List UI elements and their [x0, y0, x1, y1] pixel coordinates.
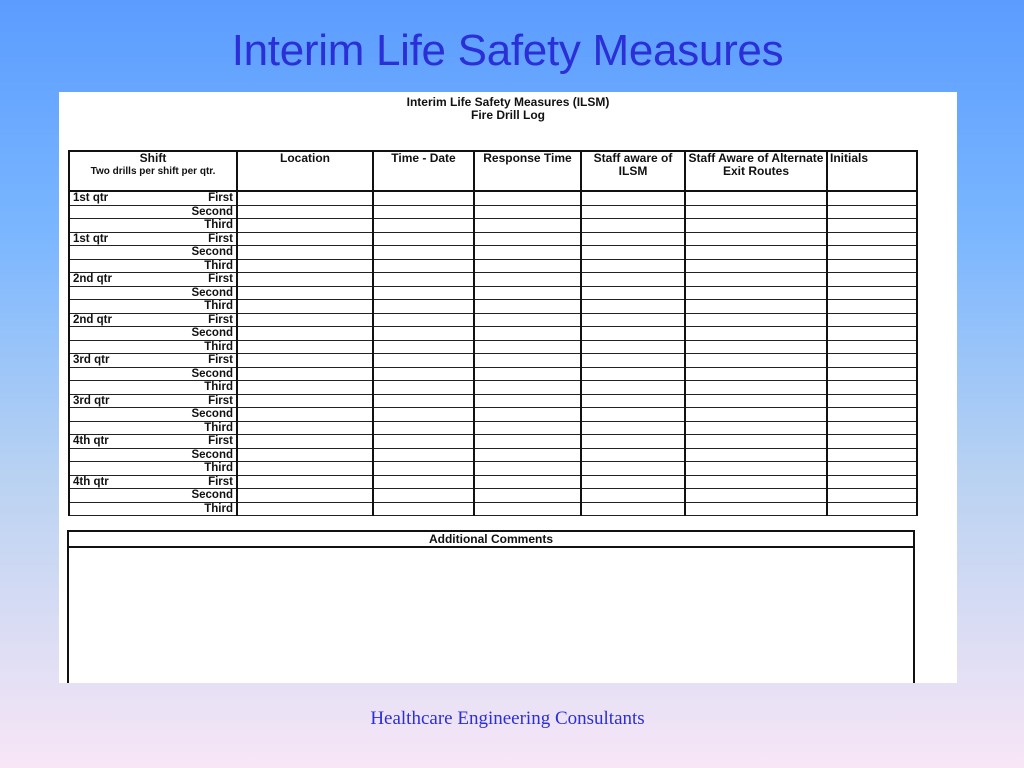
blank-cell [685, 246, 827, 260]
form-title-line2: Fire Drill Log [470, 108, 545, 122]
blank-cell [474, 313, 581, 327]
blank-cell [827, 300, 917, 314]
quarter-label: 2nd qtr [73, 273, 112, 285]
blank-cell [373, 367, 474, 381]
blank-cell [474, 354, 581, 368]
quarter-label: 1st qtr [73, 192, 109, 204]
blank-cell [827, 408, 917, 422]
blank-cell [581, 408, 685, 422]
shift-label: Second [191, 489, 233, 502]
shift-label: Third [204, 340, 233, 353]
blank-cell [373, 394, 474, 408]
shift-label: First [208, 273, 233, 286]
additional-comments-box [67, 530, 915, 683]
blank-cell [237, 381, 373, 395]
blank-cell [581, 232, 685, 246]
header-initials: Initials [827, 151, 917, 191]
blank-cell [237, 205, 373, 219]
scanned-form [59, 92, 957, 683]
blank-cell [685, 273, 827, 287]
shift-cell [69, 340, 237, 354]
blank-cell [581, 394, 685, 408]
blank-cell [581, 435, 685, 449]
quarter-label: 4th qtr [73, 475, 109, 488]
blank-cell [373, 340, 474, 354]
blank-cell [685, 367, 827, 381]
blank-cell [685, 259, 827, 273]
blank-cell [373, 286, 474, 300]
table-row [69, 232, 917, 246]
blank-cell [373, 462, 474, 476]
blank-cell [581, 286, 685, 300]
blank-cell [685, 462, 827, 476]
blank-cell [827, 502, 917, 516]
table-row [69, 246, 917, 260]
blank-cell [474, 462, 581, 476]
shift-cell [69, 313, 237, 327]
shift-cell [69, 191, 237, 205]
blank-cell [373, 273, 474, 287]
blank-cell [581, 354, 685, 368]
header-time-date: Time - Date [373, 151, 474, 191]
blank-cell [581, 273, 685, 287]
shift-label: Third [204, 381, 233, 394]
blank-cell [827, 313, 917, 327]
shift-label: Second [191, 408, 233, 421]
blank-cell [474, 340, 581, 354]
blank-cell [827, 462, 917, 476]
blank-cell [827, 286, 917, 300]
table-row [69, 191, 917, 205]
blank-cell [581, 448, 685, 462]
blank-cell [373, 475, 474, 489]
blank-cell [827, 191, 917, 205]
blank-cell [581, 300, 685, 314]
blank-cell [474, 381, 581, 395]
shift-label: Third [204, 300, 233, 313]
blank-cell [581, 381, 685, 395]
table-row [69, 502, 917, 516]
blank-cell [685, 448, 827, 462]
table-row [69, 408, 917, 422]
shift-label: Second [191, 367, 233, 380]
form-title [59, 96, 957, 122]
blank-cell [474, 259, 581, 273]
blank-cell [237, 448, 373, 462]
blank-cell [581, 191, 685, 205]
header-shift-note: Two drills per shift per qtr. [90, 166, 216, 177]
blank-cell [827, 232, 917, 246]
blank-cell [827, 421, 917, 435]
shift-cell [69, 327, 237, 341]
blank-cell [685, 475, 827, 489]
shift-label: Second [191, 448, 233, 461]
blank-cell [827, 394, 917, 408]
blank-cell [827, 340, 917, 354]
form-title-line1: Interim Life Safety Measures (ILSM) [406, 95, 610, 109]
blank-cell [827, 435, 917, 449]
shift-label: Second [191, 286, 233, 299]
blank-cell [581, 246, 685, 260]
blank-cell [685, 502, 827, 516]
blank-cell [827, 205, 917, 219]
blank-cell [474, 205, 581, 219]
shift-label: Third [204, 219, 233, 232]
shift-cell [69, 394, 237, 408]
slide-title: Interim Life Safety Measures [231, 26, 784, 75]
blank-cell [373, 435, 474, 449]
blank-cell [237, 191, 373, 205]
blank-cell [581, 340, 685, 354]
table-row [69, 286, 917, 300]
fire-drill-log-table [68, 150, 918, 516]
blank-cell [581, 219, 685, 233]
blank-cell [237, 286, 373, 300]
blank-cell [474, 448, 581, 462]
blank-cell [474, 286, 581, 300]
blank-cell [827, 475, 917, 489]
table-row [69, 273, 917, 287]
blank-cell [373, 191, 474, 205]
blank-cell [237, 462, 373, 476]
blank-cell [581, 259, 685, 273]
blank-cell [474, 435, 581, 449]
slide-footer: Healthcare Engineering Consultants [370, 708, 645, 729]
blank-cell [373, 246, 474, 260]
blank-cell [237, 246, 373, 260]
blank-cell [373, 259, 474, 273]
blank-cell [474, 232, 581, 246]
shift-cell [69, 246, 237, 260]
blank-cell [685, 191, 827, 205]
blank-cell [685, 408, 827, 422]
blank-cell [474, 246, 581, 260]
header-shift-label: Shift [139, 151, 167, 165]
shift-label: First [208, 435, 233, 448]
blank-cell [581, 327, 685, 341]
blank-cell [373, 421, 474, 435]
quarter-label: 4th qtr [73, 435, 109, 447]
blank-cell [685, 327, 827, 341]
table-row [69, 340, 917, 354]
shift-label: Second [191, 205, 233, 218]
header-response-time: Response Time [474, 151, 581, 191]
blank-cell [685, 205, 827, 219]
table-row [69, 367, 917, 381]
blank-cell [685, 421, 827, 435]
shift-cell [69, 259, 237, 273]
blank-cell [827, 259, 917, 273]
blank-cell [474, 367, 581, 381]
quarter-label: 2nd qtr [73, 313, 112, 326]
blank-cell [237, 435, 373, 449]
shift-label: First [208, 313, 233, 326]
table-row [69, 327, 917, 341]
shift-cell [69, 421, 237, 435]
additional-comments-label: Additional Comments [69, 532, 913, 548]
shift-cell [69, 502, 237, 516]
blank-cell [237, 273, 373, 287]
blank-cell [373, 300, 474, 314]
blank-cell [373, 354, 474, 368]
shift-cell [69, 300, 237, 314]
table-row [69, 435, 917, 449]
quarter-label: 1st qtr [73, 232, 109, 245]
blank-cell [581, 502, 685, 516]
blank-cell [237, 340, 373, 354]
blank-cell [685, 354, 827, 368]
blank-cell [237, 394, 373, 408]
shift-cell [69, 219, 237, 233]
blank-cell [581, 313, 685, 327]
blank-cell [237, 232, 373, 246]
shift-cell [69, 462, 237, 476]
blank-cell [581, 489, 685, 503]
shift-label: First [208, 192, 233, 205]
header-staff-aware-routes: Staff Aware of Alternate Exit Routes [685, 151, 827, 191]
table-row [69, 462, 917, 476]
table-row [69, 475, 917, 489]
table-header-row [69, 151, 917, 191]
blank-cell [373, 408, 474, 422]
blank-cell [685, 489, 827, 503]
blank-cell [373, 219, 474, 233]
table-row [69, 259, 917, 273]
header-staff-aware: Staff aware of ILSM [581, 151, 685, 191]
blank-cell [474, 502, 581, 516]
shift-label: Second [191, 246, 233, 259]
table-row [69, 381, 917, 395]
shift-label: First [208, 475, 233, 488]
blank-cell [685, 232, 827, 246]
blank-cell [474, 219, 581, 233]
shift-cell [69, 448, 237, 462]
shift-label: First [208, 232, 233, 245]
blank-cell [373, 313, 474, 327]
shift-cell [69, 232, 237, 246]
blank-cell [827, 448, 917, 462]
blank-cell [237, 502, 373, 516]
blank-cell [827, 327, 917, 341]
shift-cell [69, 408, 237, 422]
blank-cell [581, 205, 685, 219]
blank-cell [237, 367, 373, 381]
shift-cell [69, 475, 237, 489]
blank-cell [827, 219, 917, 233]
table-row [69, 421, 917, 435]
blank-cell [685, 300, 827, 314]
table-row [69, 219, 917, 233]
shift-label: Second [191, 327, 233, 340]
blank-cell [581, 367, 685, 381]
table-row [69, 354, 917, 368]
shift-label: Third [204, 462, 233, 475]
blank-cell [685, 313, 827, 327]
shift-label: First [208, 354, 233, 367]
blank-cell [373, 489, 474, 503]
shift-label: Third [204, 421, 233, 434]
shift-cell [69, 205, 237, 219]
blank-cell [474, 475, 581, 489]
blank-cell [827, 381, 917, 395]
blank-cell [237, 313, 373, 327]
shift-label: Third [204, 259, 233, 272]
blank-cell [827, 273, 917, 287]
quarter-label: 3rd qtr [73, 354, 110, 366]
table-row [69, 448, 917, 462]
blank-cell [373, 327, 474, 341]
blank-cell [237, 421, 373, 435]
blank-cell [237, 327, 373, 341]
blank-cell [373, 448, 474, 462]
blank-cell [827, 367, 917, 381]
blank-cell [581, 475, 685, 489]
blank-cell [685, 381, 827, 395]
blank-cell [373, 502, 474, 516]
header-location: Location [237, 151, 373, 191]
blank-cell [685, 435, 827, 449]
blank-cell [237, 475, 373, 489]
blank-cell [474, 394, 581, 408]
table-row [69, 489, 917, 503]
shift-label: First [208, 394, 233, 407]
shift-cell [69, 273, 237, 287]
blank-cell [685, 340, 827, 354]
blank-cell [237, 354, 373, 368]
blank-cell [237, 408, 373, 422]
table-row [69, 205, 917, 219]
blank-cell [237, 489, 373, 503]
table-row [69, 394, 917, 408]
blank-cell [827, 489, 917, 503]
blank-cell [373, 205, 474, 219]
blank-cell [237, 300, 373, 314]
blank-cell [237, 259, 373, 273]
blank-cell [474, 191, 581, 205]
shift-cell [69, 489, 237, 503]
table-row [69, 300, 917, 314]
blank-cell [474, 489, 581, 503]
blank-cell [474, 408, 581, 422]
shift-label: Third [204, 502, 233, 515]
blank-cell [373, 381, 474, 395]
blank-cell [474, 300, 581, 314]
shift-cell [69, 381, 237, 395]
quarter-label: 3rd qtr [73, 394, 110, 407]
blank-cell [474, 421, 581, 435]
shift-cell [69, 354, 237, 368]
shift-cell [69, 367, 237, 381]
blank-cell [474, 273, 581, 287]
blank-cell [581, 462, 685, 476]
header-shift [69, 151, 237, 191]
blank-cell [685, 286, 827, 300]
blank-cell [827, 246, 917, 260]
shift-cell [69, 286, 237, 300]
blank-cell [373, 232, 474, 246]
blank-cell [685, 219, 827, 233]
shift-cell [69, 435, 237, 449]
blank-cell [474, 327, 581, 341]
blank-cell [685, 394, 827, 408]
table-row [69, 313, 917, 327]
blank-cell [237, 219, 373, 233]
blank-cell [827, 354, 917, 368]
blank-cell [581, 421, 685, 435]
table-body [69, 191, 917, 516]
